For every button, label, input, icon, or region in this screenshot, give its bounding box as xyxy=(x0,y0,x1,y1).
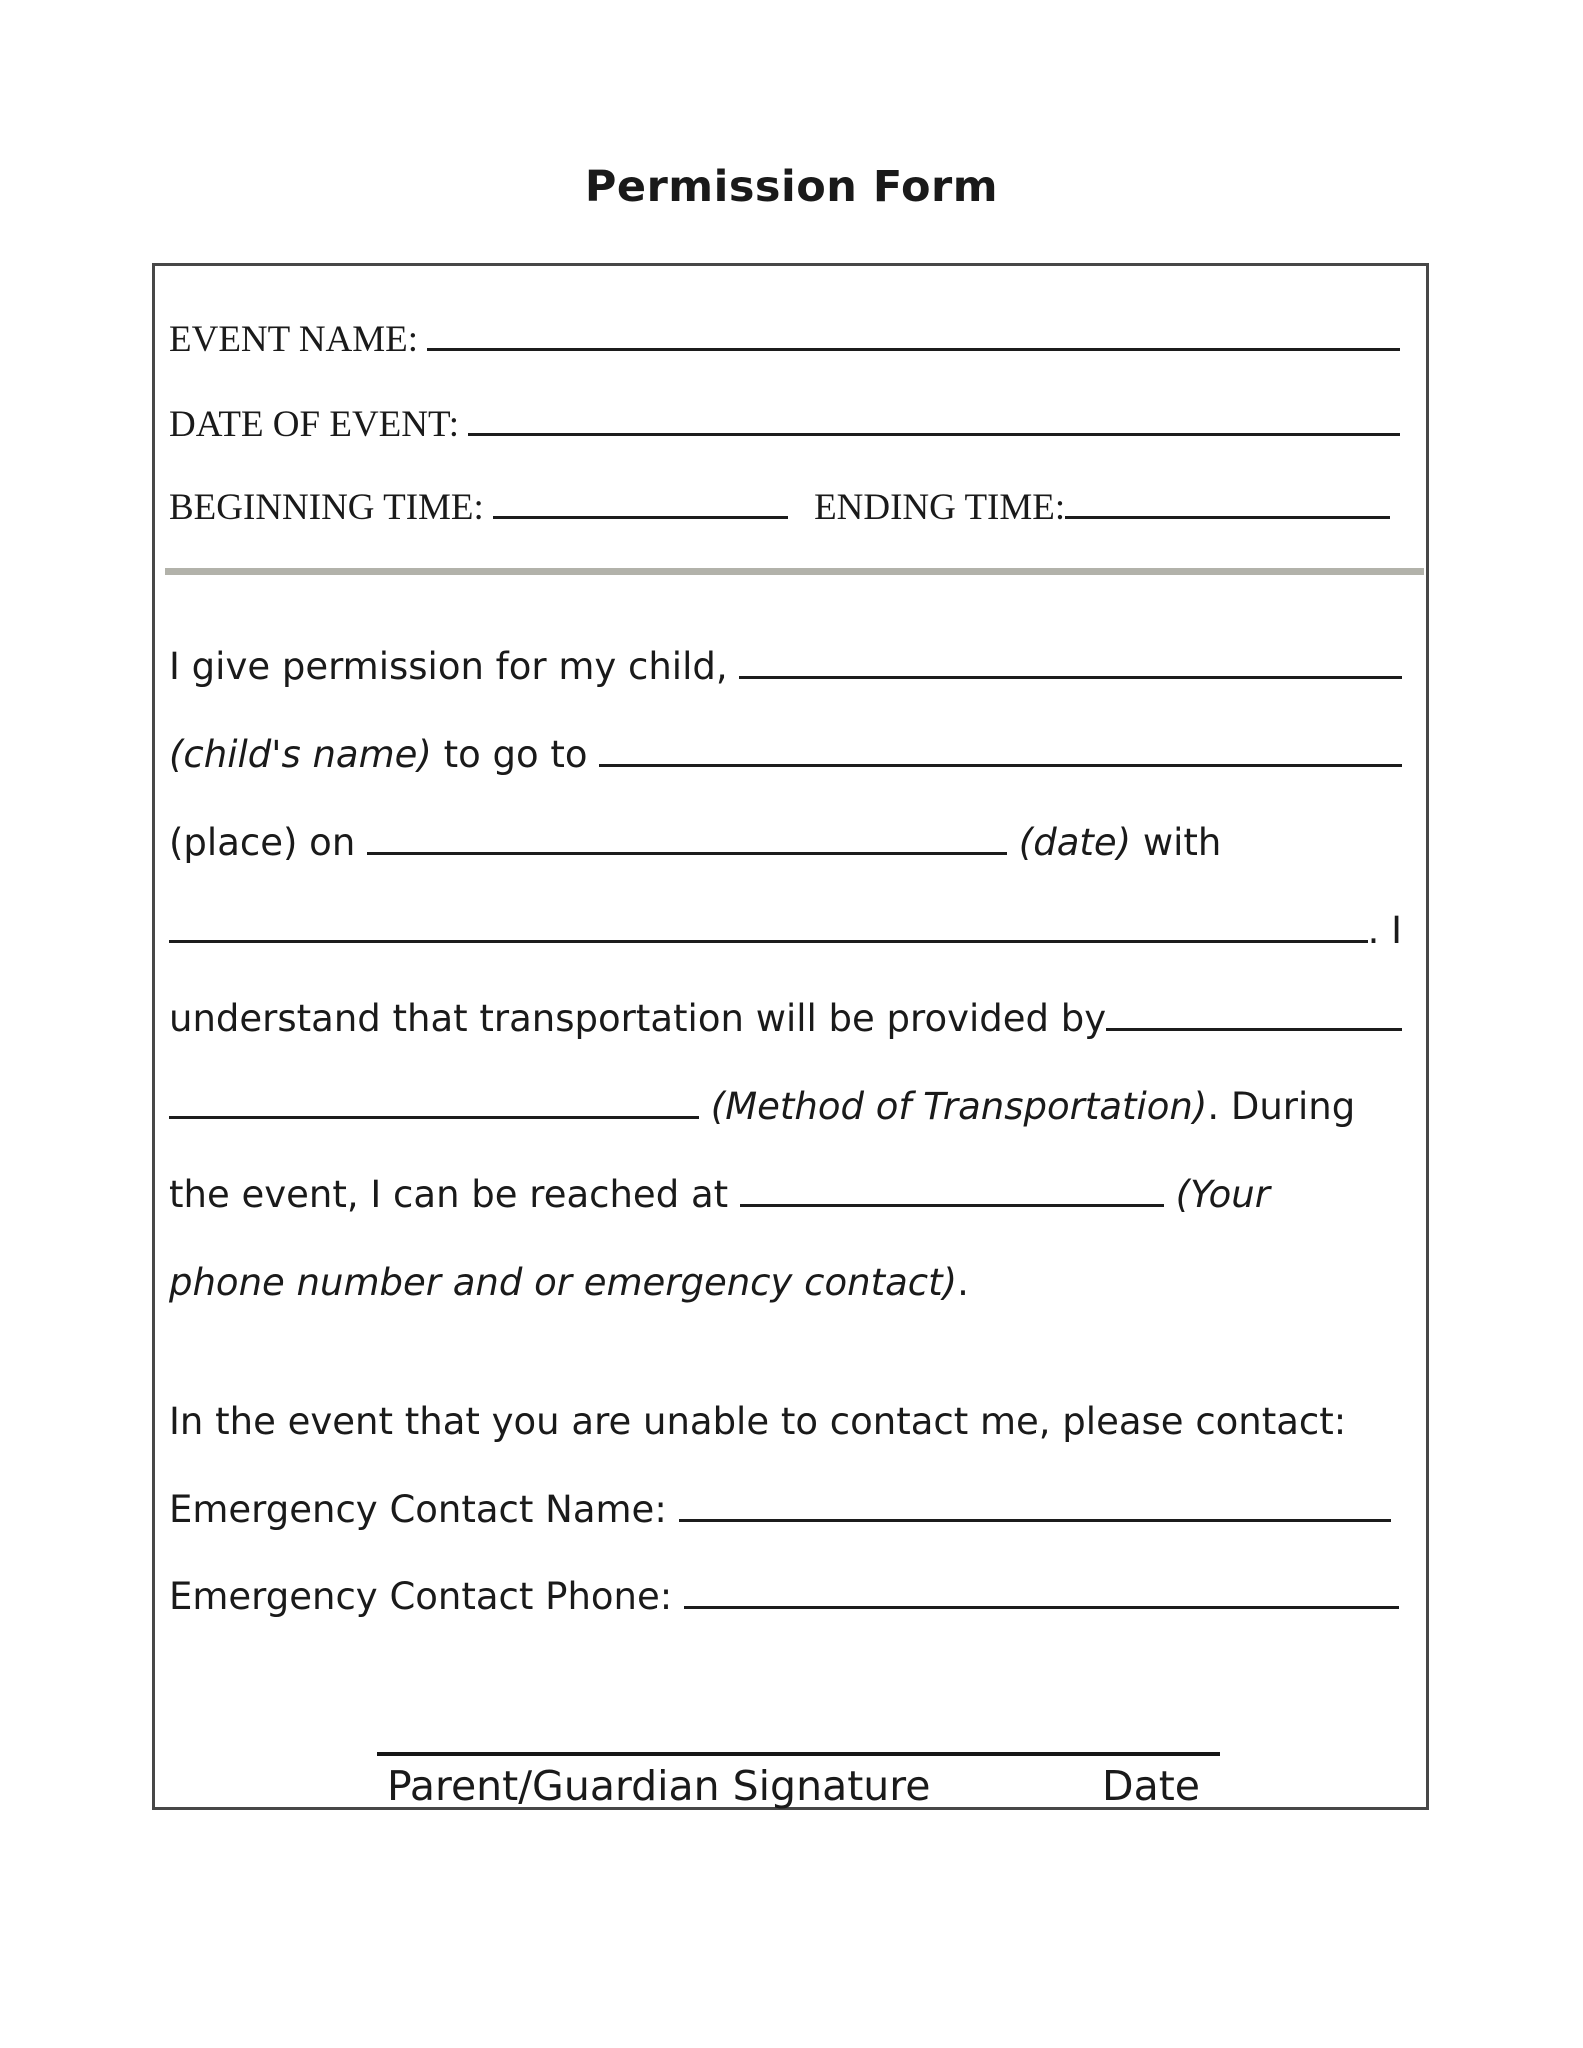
text-segment xyxy=(699,1084,711,1130)
text-segment: . During xyxy=(1207,1085,1356,1128)
fill-in-blank[interactable] xyxy=(367,822,1007,855)
date-of-event-row xyxy=(169,402,1426,448)
fill-in-blank[interactable] xyxy=(1106,998,1402,1031)
text-segment: In the event that you are unable to contact me, please contact: xyxy=(169,1400,1347,1443)
signature-labels xyxy=(377,1764,1220,1814)
italic-text-segment: (child's name) xyxy=(169,733,432,776)
fill-in-blank[interactable] xyxy=(169,910,1368,943)
fill-in-blank[interactable] xyxy=(493,486,788,519)
fill-in-blank[interactable] xyxy=(599,734,1402,767)
section-divider xyxy=(165,568,1424,575)
body-line-7 xyxy=(169,1172,1426,1218)
italic-text-segment: phone number and or emergency contact) xyxy=(169,1261,958,1304)
fill-in-blank[interactable] xyxy=(1065,486,1390,519)
text-segment: understand that transportation will be provided by xyxy=(169,997,1107,1040)
body-line-8 xyxy=(169,1260,1426,1306)
form-title: Permission Form xyxy=(584,162,999,212)
spacer xyxy=(788,518,814,519)
text-segment: . I xyxy=(1367,909,1402,952)
text-segment xyxy=(1007,820,1019,866)
signature-block xyxy=(377,1752,1220,1814)
body-line-2 xyxy=(169,732,1426,778)
text-segment: BEGINNING TIME: xyxy=(169,487,494,528)
text-segment: Emergency Contact Phone: xyxy=(169,1575,685,1618)
fill-in-blank[interactable] xyxy=(739,646,1402,679)
fill-in-blank[interactable] xyxy=(679,1489,1391,1522)
emergency-contact-name-row xyxy=(169,1487,1426,1533)
date-label: Date xyxy=(1102,1762,1200,1810)
text-segment: DATE OF EVENT: xyxy=(169,404,469,445)
text-segment: (place) on xyxy=(169,821,368,864)
contact-intro-line xyxy=(169,1399,1426,1445)
body-line-3 xyxy=(169,820,1426,866)
form-box xyxy=(152,263,1429,1810)
fill-in-blank[interactable] xyxy=(169,1086,699,1119)
text-segment: to go to xyxy=(431,733,600,776)
text-segment: the event, I can be reached at xyxy=(169,1173,740,1216)
text-segment: ENDING TIME: xyxy=(814,487,1066,528)
fill-in-blank[interactable] xyxy=(468,403,1400,436)
text-segment xyxy=(1164,1172,1176,1218)
text-segment: EVENT NAME: xyxy=(169,319,428,360)
body-line-5 xyxy=(169,996,1426,1042)
parent-guardian-signature-label: Parent/Guardian Signature xyxy=(387,1762,931,1810)
fill-in-blank[interactable] xyxy=(740,1174,1164,1207)
event-name-row xyxy=(169,317,1426,363)
text-segment: I give permission for my child, xyxy=(169,645,740,688)
text-segment: . xyxy=(957,1261,969,1304)
body-line-4 xyxy=(169,908,1426,954)
body-line-1 xyxy=(169,644,1426,690)
body-line-6 xyxy=(169,1084,1426,1130)
fill-in-blank[interactable] xyxy=(427,318,1400,351)
text-segment: with xyxy=(1131,821,1222,864)
italic-text-segment: (date) xyxy=(1018,821,1132,864)
fill-in-blank[interactable] xyxy=(684,1576,1399,1609)
italic-text-segment: (Method of Transportation) xyxy=(710,1085,1208,1128)
emergency-contact-phone-row xyxy=(169,1574,1426,1620)
italic-text-segment: (Your xyxy=(1175,1173,1270,1216)
text-segment: Emergency Contact Name: xyxy=(169,1488,679,1531)
times-row xyxy=(169,485,1426,531)
